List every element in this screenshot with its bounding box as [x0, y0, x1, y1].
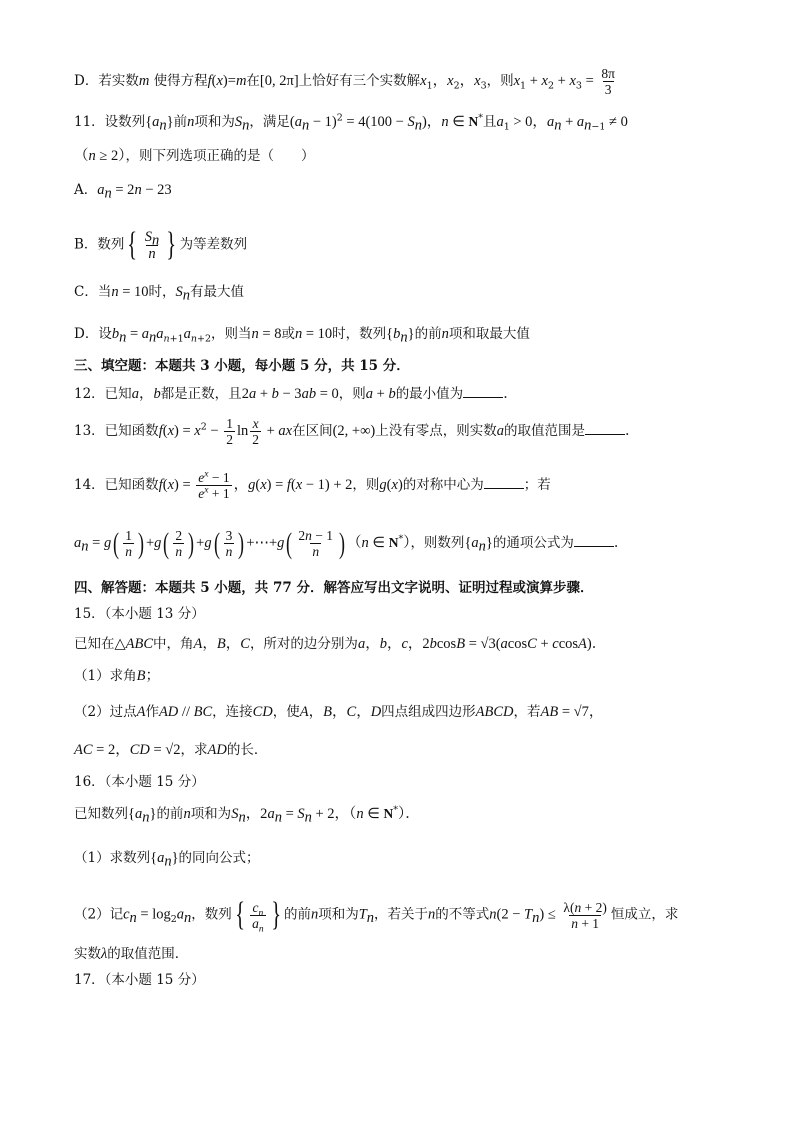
text: （2）记 — [74, 906, 124, 923]
text: ，则当 — [211, 326, 252, 342]
answer-blank — [463, 385, 503, 398]
q11-option-b: B．数列{ $\frac{S_n}{n}$ } 为等差数列 — [74, 226, 248, 263]
text: C．当 — [74, 284, 112, 300]
text: ，则 — [486, 73, 514, 89]
q11-stem: 11．设数列$\{a_n\}$前n项和为$S_n$，满足$(a_n - 1)^2 = 4(100 - S_n)$，n ∈ N*且$a_1 > 0$，$a_n + a_{n-1} \ne 0$ — [74, 112, 628, 134]
text: ，则数列 — [410, 535, 465, 551]
text: 时，数列 — [332, 326, 387, 342]
text: B．数列 — [74, 236, 125, 253]
text: ；若 — [523, 477, 551, 493]
text: ，则 — [338, 386, 366, 402]
q16-part1: （1）求数列$\{a_n\}$的同向公式； — [74, 850, 260, 870]
text: 项和为 — [194, 114, 235, 130]
q17-heading: 17．（本小题 15 分） — [74, 972, 205, 988]
text: 有最大值 — [190, 284, 245, 300]
text: 的前 — [156, 806, 184, 822]
text: ，若关于 — [374, 906, 429, 923]
q15-part2: （2）过点A作AD // BC，连接CD，使A，B，C，D四点组成四边形ABCD，若AB = √7， — [74, 704, 604, 720]
text: （1）求角 — [74, 668, 137, 684]
text: 的通项公式为 — [492, 535, 574, 551]
text: 的对称中心为 — [402, 477, 484, 493]
text: 前 — [173, 114, 188, 130]
text: 恒成立，求 — [610, 906, 679, 923]
answer-blank — [574, 534, 614, 547]
text: 的同向公式； — [178, 850, 260, 866]
text: 12．已知 — [74, 386, 132, 402]
text: A． — [74, 182, 98, 198]
text: 的前 — [414, 326, 442, 342]
text: 的长． — [226, 742, 268, 758]
q16-heading: 16．（本小题 15 分） — [74, 774, 205, 790]
answer-blank — [585, 422, 625, 435]
text: 四点组成四边形 — [381, 704, 476, 720]
q15-part1: （1）求角B； — [74, 668, 160, 684]
q15-stem: 已知在△ABC中，角A，B，C，所对的边分别为a，b，c，2bcosB = √3(acosC + ccosA)． — [74, 636, 607, 652]
section-4-heading: 四、解答题：本题共 5 小题，共 77 分．解答应写出文字说明、证明过程或演算步骤． — [74, 580, 594, 596]
q11-stem-cont: （n ≥ 2），则下列选项正确的是（ ） — [74, 148, 315, 164]
text: 使得方程 — [153, 73, 208, 89]
text: 在区间 — [292, 423, 333, 439]
text: 或 — [281, 326, 295, 342]
text: 13．已知函数 — [74, 423, 159, 439]
text: 上没有零点，则实数 — [375, 423, 497, 439]
text: ，求 — [180, 742, 208, 758]
text: 作 — [145, 704, 159, 720]
q11-option-d: D．设$b_n = a_na_{n+1}a_{n+2}$，则当n = 8或n = 10时，数列$\{b_n\}$的前n项和取最大值 — [74, 326, 530, 346]
q13: 13．已知函数$f(x) = x^2$ − $\frac{1}{2}$ ln $\frac{x}{2}$ + ax在区间(2, +∞)上没有零点，则实数a的取值范围是 ． — [74, 416, 640, 447]
text: 都是正数，且 — [160, 386, 242, 402]
text: （2）过点 — [74, 704, 137, 720]
text: ，若 — [513, 704, 541, 720]
text: ，所对的边分别为 — [249, 636, 358, 652]
text: 的最小值为 — [395, 386, 464, 402]
text: 项和为 — [318, 906, 359, 923]
text: 且 — [482, 114, 497, 130]
text: 上恰好有三个实数解 — [298, 73, 421, 89]
text: 时， — [148, 284, 176, 300]
text: 的取值范围是 — [504, 423, 586, 439]
text: 的前 — [283, 906, 311, 923]
text: 实数 — [74, 946, 101, 962]
text: 已知数列 — [74, 806, 128, 822]
text: ，数列 — [191, 906, 232, 923]
answer-blank — [484, 476, 524, 489]
text: （1）求数列 — [74, 850, 151, 866]
q10-option-d: D．若实数m 使得方程f(x)=m在[0, 2π]上恰好有三个实数解$x_1$，$x_2$，$x_3$，则$x_1 + x_2 + x_3$ = $\frac{8\pi}{3}$ — [74, 66, 615, 97]
text: 项和取最大值 — [448, 326, 530, 342]
q11-option-a: A．$a_n = 2n - 23$ — [74, 182, 172, 202]
text: ，则 — [352, 477, 380, 493]
text: 的取值范围． — [107, 946, 189, 962]
q14-line1: 14．已知函数f(x) = $\frac{e^x - 1}{e^x + 1}$ ，g(x) = f(x − 1) + 2，则g(x)的对称中心为 ；若 — [74, 469, 551, 501]
text: 为等差数列 — [179, 236, 248, 253]
text: D．设 — [74, 326, 112, 342]
text: ，使 — [272, 704, 300, 720]
q12: 12．已知a，b都是正数，且2a + b − 3ab = 0，则a + b的最小值为 ． — [74, 386, 518, 402]
q16-part2-cont: 实数λ的取值范围． — [74, 946, 189, 962]
q16-part2: （2）记$c_n = \log_2a_n$，数列{ $\frac{c_n}{a_n}$ } 的前n项和为$T_n$，若关于n的不等式$n(2 - T_n)$ ≤ $\frac{\lambda(n + 2)}{n + 1}$ 恒成立，求 — [74, 896, 679, 935]
text: 的不等式 — [435, 906, 490, 923]
text: D．若实数 — [74, 73, 139, 89]
text: ，连接 — [212, 704, 253, 720]
text: 已知在 — [74, 636, 115, 652]
q11-option-c: C．当n = 10时，$S_n$有最大值 — [74, 284, 245, 304]
q14-line2: $a_n = g$( $\frac{1}{n}$ ) +g( $\frac{2}{n}$ ) +g( $\frac{3}{n}$ ) +⋯+g( $\frac{2n - 1}{n}$ ) （n ∈ N*），则数列$\{a_n\}$的通项公式为 ． — [74, 526, 629, 560]
text: ，满足 — [249, 114, 290, 130]
q15-heading: 15．（本小题 13 分） — [74, 606, 205, 622]
text: 在 — [246, 73, 260, 89]
text: 中，角 — [153, 636, 194, 652]
text: 项和为 — [190, 806, 232, 822]
q16-stem: 已知数列$\{a_n\}$的前n项和为$S_n$，$2a_n = S_n + 2$，（n ∈ N*）． — [74, 804, 420, 826]
text: 14．已知函数 — [74, 477, 159, 493]
text: ，则下列选项正确的是（ ） — [125, 148, 315, 164]
section-3-heading: 三、填空题：本题共 3 小题，每小题 5 分，共 15 分． — [74, 358, 410, 374]
text: 11．设数列 — [74, 114, 146, 130]
q15-part2-cont: AC = 2，CD = √2，求AD的长． — [74, 742, 268, 758]
